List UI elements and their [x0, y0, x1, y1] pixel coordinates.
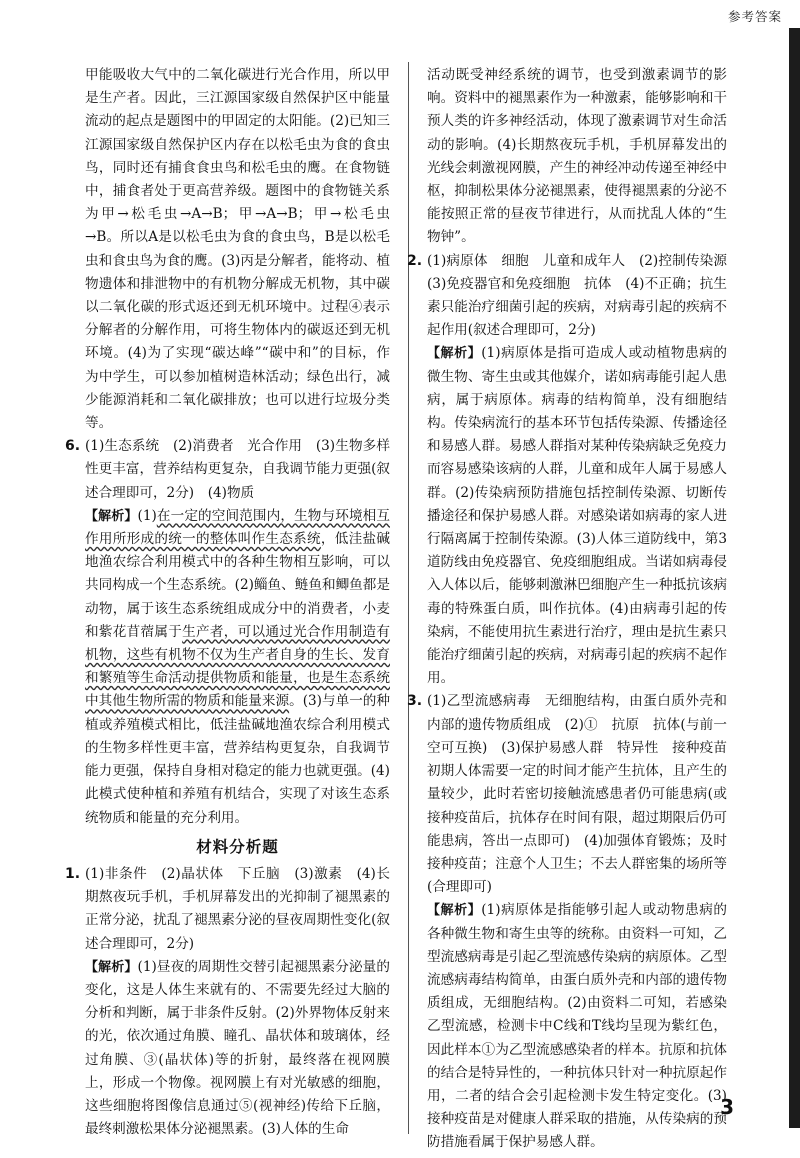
analysis-text [427, 899, 727, 1154]
answer-text: (1)生态系统 (2)消费者 光合作用 (3)生物多样性更丰富，营养结构更复杂，自我调节能力更强(叙述合理即可，2分) (4)物质 [85, 438, 390, 501]
page-number: 3 [720, 1095, 734, 1119]
right-edge-band [789, 28, 800, 1128]
analysis-part: 。(3)与单一的种植或养殖模式相比，低洼盐碱地渔农综合利用模式的生物多样性更丰富，营养结构更复杂，自我调节能力更强，保持自身相对稳定的能力也就更强。(4)此模式使种植和养殖有机结合，实现了对该生态系统物质和能量的充分利用。 [85, 693, 391, 826]
section-title: 材料分析题 [196, 837, 279, 856]
analysis-body: (1)病原体是指可造成人或动植物患病的微生物、寄生虫或其他媒介，诺如病毒能引起人患病，属于病原体。病毒的结构简单，没有细胞结构。传染病流行的基本环节包括传染源、传播途径和易感人群。易感人群指对某种传染病缺乏免疫力而容易感染该病的人群，儿童和成年人属于易感人群。(2)传染病预防措施包括控制传染源、切断传播途径和保护易感人群。对感染诺如病毒的家人进行隔离属于控制传染源。(3)人体三道防线中，第3道防线由免疫器官、免疫细胞组成。当诺如病毒侵入人体以后，能够刺激淋巴细胞产生一种抵抗该病毒的特殊蛋白质，叫作抗体。(4)由病毒引起的传染病，不能使用抗生素进行治疗，理由是抗生素只能治疗细菌引起的疾病，对病毒引起的疾病不起作用。 [427, 345, 727, 687]
analysis-part: ，低洼盐碱地渔农综合利用模式中的各种生物相互影响，可以共同构成一个生态系统。(2)鲻鱼、鲢鱼和鲫鱼都是动物，属于该生态系统组成成分中的消费者，小麦和紫花苜蓿属于 [85, 531, 391, 640]
continued-paragraph-left: 甲能吸收大气中的二氧化碳进行光合作用，所以甲是生产者。因此，三江源国家级自然保护区中能量流动的起点是题图中的甲固定的太阳能。(2)已知三江源国家级自然保护区内存在以松毛虫为食的食虫鸟，同时还有捕食食虫鸟和松毛虫的鹰。在食物链中，捕食者处于更高营养级。题图中的食物链关系为甲→松毛虫→A→B；甲→A→B；甲→松毛虫→B。所以A是以松毛虫为食的食虫鸟，B是以松毛虫和食虫鸟为食的鹰。(3)丙是分解者，能将动、植物遗体和排泄物中的有机物分解成无机物，其中碳以二氧化碳的形式返还到无机环境中。过程④表示分解者的分解作用，可将生物体内的碳返还到无机环境。(4)为了实现“碳达峰”“碳中和”的目标，作为中学生，可以参加植树造林活动；绿色出行，减少能源消耗和二氧化碳排放；也可以进行垃圾分类等。 [85, 67, 390, 432]
question-3 [407, 690, 727, 1154]
analysis-body: (1)病原体是指能够引起人或动物患病的各种微生物和寄生虫等的统称。由资料一可知，乙型流感病毒是引起乙型流感传染病的病原体。乙型流感病毒结构简单，由蛋白质外壳和内部的遗传物质组成，无细胞结构。(2)由资料二可知，若感染乙型流感，检测卡中C线和T线均呈现为紫红色，因此样本①为乙型流感感染者的样本。抗原和抗体的结合是特异性的，一种抗体只针对一种抗原起作用，二者的结合会引起检测卡发生特定变化。(3)接种疫苗是对健康人群采取的措施，从传染病的预防措施看属于保护易感人群。 [427, 902, 727, 1151]
analysis-body: (1)昼夜的周期性交替引起褪黑素分泌量的变化，这是人体生来就有的、不需要先经过大脑的分析和判断，属于非条件反射。(2)外界物体反射来的光，依次通过角膜、瞳孔、晶状体和玻璃体，经过角膜、③(晶状体)等的折射，最终落在视网膜上，形成一个物像。视网膜上有对光敏感的细胞，这些细胞将图像信息通过⑤(视神经)传给下丘脑，最终刺激松果体分泌褪黑素。(3)人体的生命 [85, 958, 390, 1138]
question-number: 3. [407, 693, 423, 710]
analysis-text [427, 342, 727, 690]
analysis-label: 【解析】 [427, 346, 482, 362]
question-number: 1. [65, 865, 81, 882]
left-column [65, 64, 391, 1141]
wavy-underlined-text: 在一定的空间范围内，生物与环境相互作用所形成的统一的整体叫作生态系统 [85, 507, 390, 548]
question-2 [407, 250, 741, 691]
analysis-label: 【解析】 [427, 903, 482, 919]
analysis-text [85, 956, 390, 1142]
answer-text: (1)乙型流感病毒 无细胞结构，由蛋白质外壳和内部的遗传物质组成 (2)① 抗原 抗体(与前一空可互换) (3)保护易感人群 特异性 接种疫苗初期人体需要一定的时间才能产生抗体，且产生的量较少，此时若密切接触流感患者仍可能患病(或接种疫苗后，抗体存在时间有限，超过期限后仍可能患病，答出一点即可) (4)加强体育锻炼；及时接种疫苗；注意个人卫生；不去人群密集的场所等(合理即可) [427, 693, 727, 896]
question-number: 6. [65, 438, 81, 455]
continued-paragraph-right: 活动既受神经系统的调节，也受到激素调节的影响。资料中的褪黑素作为一种激素，能够影响和干预人类的许多神经活动，体现了激素调节对生命活动的影响。(4)长期熬夜玩手机，手机屏幕发出的光线会刺激视网膜，产生的神经冲动传递至神经中枢，抑制松果体分泌褪黑素，使得褪黑素的分泌不能按照正常的昼夜节律进行，从而扰乱人体的“生物钟”。 [427, 67, 727, 246]
analysis-text [85, 505, 390, 830]
answer-text: (1)非条件 (2)晶状体 下丘脑 (3)激素 (4)长期熬夜玩手机，手机屏幕发出的光抑制了褪黑素的正常分泌，扰乱了褪黑素分泌的昼夜周期性变化(叙述合理即可，2分) [85, 865, 390, 952]
question-6 [65, 435, 391, 829]
right-column [407, 64, 741, 1155]
wavy-underlined-text: 生产者，可以通过光合作用制造有机物，这些有机物不仅为生产者自身的生长、发育和繁殖等生命活动提供物质和能量，也是生态系统中其他生物所需的物质和能量来源 [85, 623, 391, 710]
column-divider [408, 62, 409, 1134]
header-answer-tag: 参考答案 [727, 9, 782, 24]
analysis-label: 【解析】 [85, 959, 138, 975]
analysis-label: 【解析】 [85, 508, 138, 524]
answer-text: (1)病原体 细胞 儿童和成年人 (2)控制传染源 (3)免疫器官和免疫细胞 抗体 (4)不正确；抗生素只能治疗细菌引起的疾病，对病毒引起的疾病不起作用(叙述合理即可，2分) [427, 252, 741, 339]
analysis-part: (1) [137, 507, 157, 524]
question-1 [65, 863, 390, 1141]
top-bar [0, 0, 800, 38]
question-number: 2. [407, 252, 423, 269]
